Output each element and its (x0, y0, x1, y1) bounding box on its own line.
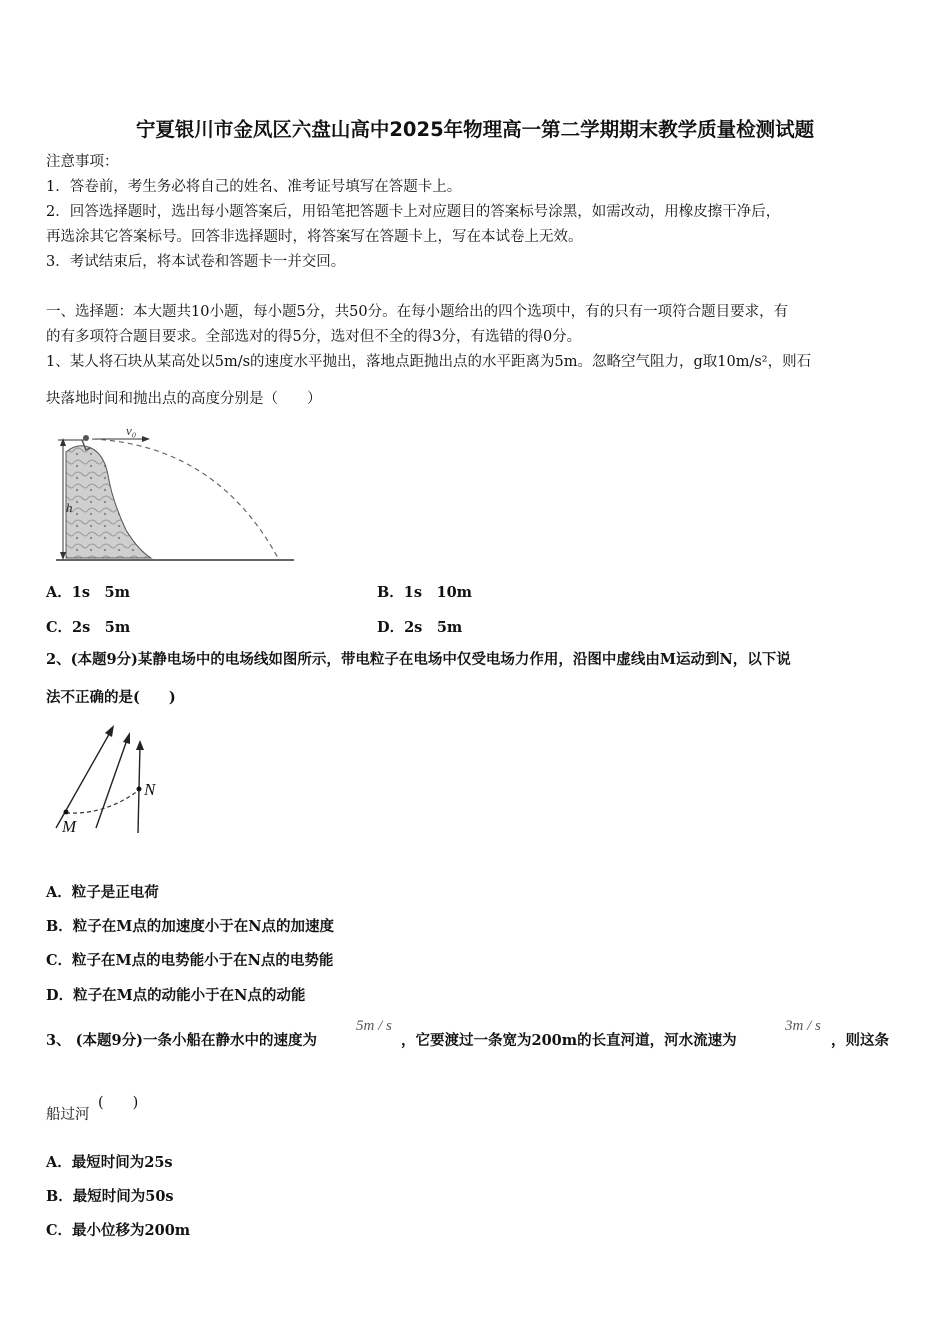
q1-figure-cliff (46, 420, 306, 570)
q3-answer-paren: ( ) (98, 1095, 139, 1111)
q1-option-a[interactable]: A．1s 5m (46, 584, 130, 601)
notice-heading: 注意事项： (46, 154, 119, 170)
q3-option-b[interactable]: B．最短时间为50s (46, 1188, 174, 1205)
q2-option-b[interactable]: B．粒子在M点的加速度小于在N点的加速度 (46, 918, 335, 935)
notice-item-2: 2．回答选择题时，选出每小题答案后，用铅笔把答题卡上对应题目的答案标号涂黑，如需改动，用橡皮擦干净后， (46, 204, 781, 220)
point-m (64, 810, 69, 815)
page-title: 宁夏银川市金凤区六盘山高中2025年物理高一第二学期期末教学质量检测试题 (135, 118, 815, 141)
section-instruction-2: 的有多项符合题目要求。全部选对的得5分，选对但不全的得3分，有选错的得0分。 (46, 329, 582, 345)
label-m: M (62, 817, 77, 836)
q3-option-a[interactable]: A．最短时间为25s (46, 1154, 173, 1171)
q3-stem-a: 3、 (本题9分)一条小船在静水中的速度为 (46, 1032, 317, 1049)
notice-item-2-cont: 再选涂其它答案标号。回答非选择题时，将答案写在答题卡上，写在本试卷上无效。 (46, 229, 583, 245)
label-v0: v₀ (126, 423, 137, 438)
q1-stem-cont: 块落地时间和抛出点的高度分别是（ ） (46, 391, 322, 407)
field-line-2 (96, 737, 128, 828)
point-n (137, 787, 142, 792)
q3-boat-speed: 5m / s (356, 1018, 392, 1034)
q2-option-d[interactable]: D．粒子在M点的动能小于在N点的动能 (46, 987, 306, 1004)
q1-option-b[interactable]: B．1s 10m (377, 584, 473, 601)
label-h: h (66, 500, 73, 515)
q3-stem-b: ，它要渡过一条宽为200m的长直河道，河水流速为 (401, 1032, 737, 1049)
q1-option-c[interactable]: C．2s 5m (46, 619, 131, 636)
label-n: N (144, 780, 156, 799)
q2-stem-cont: 法不正确的是( ) (46, 689, 176, 706)
q3-stem-c: ，则这条 (831, 1032, 889, 1049)
q2-figure-field-lines (46, 715, 186, 840)
q1-stem: 1、某人将石块从某高处以5m/s的速度水平抛出，落地点距抛出点的水平距离为5m。忽略空气阻力，g取10m/s²，则石 (46, 354, 812, 370)
section-instruction-1: 一、选择题：本大题共10小题，每小题5分，共50分。在每小题给出的四个选项中，有的只有一项符合题目要求，有 (46, 304, 789, 320)
q1-option-d[interactable]: D．2s 5m (377, 619, 463, 636)
q2-option-c[interactable]: C．粒子在M点的电势能小于在N点的电势能 (46, 952, 334, 969)
notice-item-1: 1．答卷前，考生务必将自己的姓名、准考证号填写在答题卡上。 (46, 179, 462, 195)
q3-river-speed: 3m / s (785, 1018, 821, 1034)
q3-stem-cont: 船过河 (46, 1107, 90, 1123)
q2-option-a[interactable]: A．粒子是正电荷 (46, 884, 159, 901)
notice-item-3: 3．考试结束后，将本试卷和答题卡一并交回。 (46, 254, 346, 270)
q3-option-c[interactable]: C．最小位移为200m (46, 1222, 191, 1239)
q2-stem: 2、(本题9分)某静电场中的电场线如图所示，带电粒子在电场中仅受电场力作用，沿图中虚线由M运动到N，以下说 (46, 651, 791, 668)
